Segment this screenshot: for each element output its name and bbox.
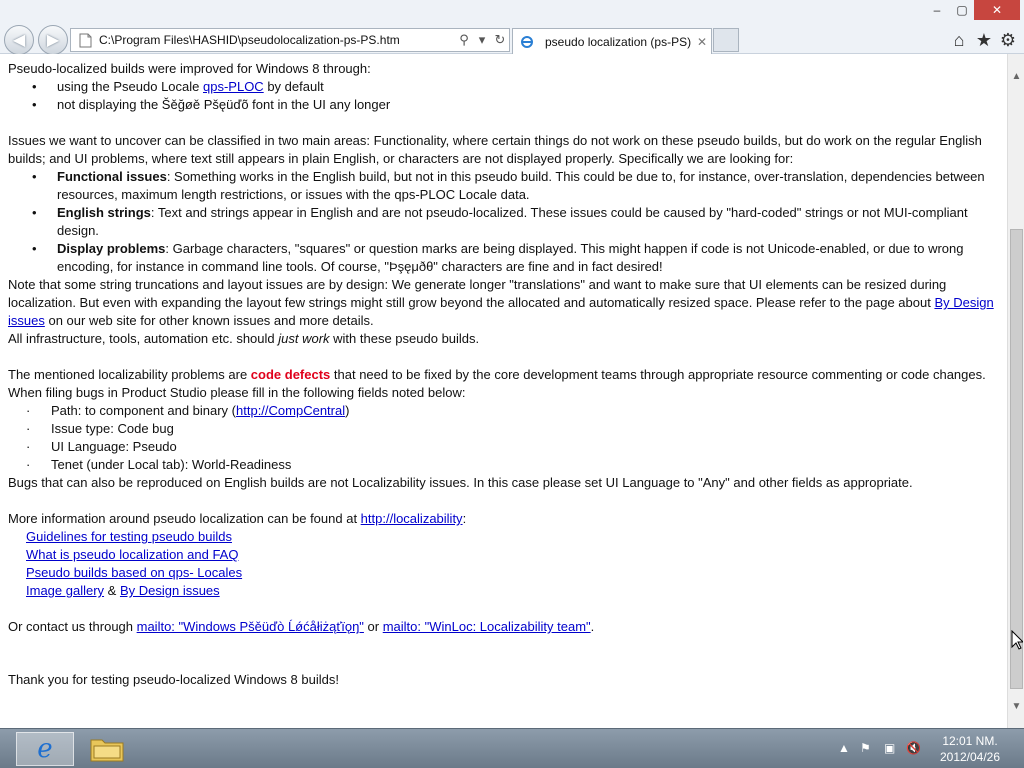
clock-date: 2012/04/26 (939, 750, 1001, 764)
list-item: · Path: to component and binary (http://CompCentral) (26, 403, 350, 418)
home-icon[interactable]: ⌂ (953, 29, 965, 50)
page-content (0, 54, 1007, 728)
address-bar[interactable] (70, 28, 510, 52)
document-body: Pseudo-localized builds were improved for Windows 8 through: • using the Pseudo Locale qps-PLOC by default • not displaying the Šěğøě Pšęüďõ font in the UI any longer Issues we want to uncover can be classified in two main areas: Functionality, where certain things do not work on these pseudo builds, but do work on the regular English builds; and UI problems, where text still appears in plain English, or characters are not displayed properly. Specifically we are looking for: • Functional issues: Something works in the English build, but not in this pseudo build. This could be due to, for instance, over-translation, dependencies between resources, maximum length restrictions, or issues with the qps-PLOC Locale data. • English strings: Text and strings appear in English and are not pseudo-localized. These issues could be caused by "hard-coded" strings or not MUI-compliant design. • Display problems: Garbage characters, "squares" or question marks are being displayed. This might happen if code is not Unicode-enabled, or due to wrong encoding, for instance in command line tools. Of course, "Þşęμðθ" characters are fine and in fact desired! Note that some string truncations and layout issues are by design: We generate longer "translations" and want to make sure that UI elements can be resized during localization. But even with expanding the layout few strings might still grow beyond the allocated and automatically resized space. Please refer to the page about By Design issues on our web site for other known issues and more details. All infrastructure, tools, automation etc. should just work with these pseudo builds. The mentioned localizability problems are code defects that need to be fixed by the core development teams through appropriate resource commenting or code changes. When filing bugs in Product Studio please fill in the following fields noted below: · Path: to component and binary (http://CompCentral) · Issue type: Code bug · UI Language: Pseudo · Tenet (under Local tab): World-Readiness Bugs that can also be reproduced on English builds are not Localizability issues. In this case please set UI Language to "Any" and other fields as appropriate. More information around pseudo localization can be found at http://localizability: Guidelines for testing pseudo builds What is pseudo localization and FAQ Pseudo builds based on qps- Locales Image gallery & By Design issues Or contact us through mailto: "Windows Pšěüďò Ĺǿćåłiżąťïǫŋ" or mailto: "WinLoc: Localizability team". Thank you for testing pseudo-localized Windows 8 builds! (8, 54, 1000, 689)
gear-icon[interactable]: ⚙ (999, 29, 1017, 50)
dropdown-icon[interactable]: ▾ (478, 32, 486, 47)
list-item: · Tenet (under Local tab): World-Readiness (26, 457, 292, 472)
intro-line: Pseudo-localized builds were improved for Windows 8 through: (8, 61, 371, 76)
localizability-link[interactable]: http://localizability (360, 511, 463, 526)
url-text[interactable]: C:\Program Files\HASHID\pseudolocalization-ps-PS.htm (99, 33, 400, 47)
by-design-link[interactable]: By Design issues (8, 295, 994, 328)
show-hidden-icons[interactable]: ▲ (838, 741, 850, 755)
tab-title: pseudo localization (ps-PS) (545, 34, 692, 49)
minimize-button[interactable]: – (933, 3, 941, 17)
mailto-pseudo-link[interactable]: mailto: "Windows Pšěüďò Ĺǿćåłiżąťïǫŋ" (136, 619, 364, 634)
tab-pseudo-localization[interactable] (512, 28, 712, 54)
ie-tab-icon (519, 34, 535, 50)
refresh-icon[interactable]: ↻ (494, 32, 506, 47)
file-explorer-icon[interactable] (82, 732, 132, 766)
bugs-line: Bugs that can also be reproduced on English builds are not Localizability issues. In this case please set UI Language to "Any" and other fields as appropriate. (8, 475, 913, 490)
more-info-line: More information around pseudo localization can be found at http://localizability: (8, 511, 467, 526)
issues-intro: Issues we want to uncover can be classified in two main areas: Functionality, where certain things do not work on these pseudo builds, but do work on the regular English builds; and UI problems, where text still appears in plain English, or characters are not displayed properly. Specifically we are looking for: (8, 133, 982, 166)
clock-time: 12:01 NM. (942, 734, 998, 748)
forward-arrow-icon: ▶ (46, 32, 60, 49)
list-item: • not displaying the Šěğøě Pšęüďõ font in the UI any longer (32, 97, 391, 112)
favorites-star-icon[interactable]: ★ (975, 29, 993, 50)
back-button[interactable] (4, 25, 34, 55)
new-tab-button[interactable] (713, 28, 739, 52)
taskbar (0, 728, 1024, 768)
note-paragraph: Note that some string truncations and layout issues are by design: We generate longer "translations" and want to make sure that UI elements can be resized during localization. But even with expanding the layout few strings might still grow beyond the allocated and automatically resized space. Please refer to the page about By Design issues on our web site for other known issues and more details. (8, 277, 994, 328)
list-item: · UI Language: Pseudo (26, 439, 177, 454)
network-icon[interactable]: ▣ (884, 741, 896, 755)
system-clock[interactable] (930, 733, 1010, 765)
thanks-line: Thank you for testing pseudo-localized Windows 8 builds! (8, 672, 339, 687)
qps-ploc-link[interactable]: qps-PLOC (203, 79, 264, 94)
guidelines-link[interactable]: Guidelines for testing pseudo builds (26, 529, 232, 544)
vertical-scrollbar[interactable] (1007, 54, 1024, 728)
image-gallery-link[interactable]: Image gallery (26, 583, 105, 598)
list-item: • Functional issues: Something works in the English build, but not in this pseudo build. This could be due to, for instance, over-translation, dependencies between resources, maximum length restrictions, or issues with the qps-PLOC Locale data. (32, 169, 985, 202)
tab-close-icon[interactable]: ✕ (696, 34, 708, 49)
action-center-flag-icon[interactable]: ⚑ (860, 741, 871, 755)
infra-line: All infrastructure, tools, automation etc. should just work with these pseudo builds. (8, 331, 480, 346)
defects-paragraph: The mentioned localizability problems are code defects that need to be fixed by the core development teams through appropriate resource commenting or code changes. When filing bugs in Product Studio please fill in the following fields noted below: (8, 367, 986, 400)
scroll-thumb[interactable] (1010, 229, 1023, 689)
internet-explorer-icon[interactable]: e (16, 732, 74, 766)
qps-builds-link[interactable]: Pseudo builds based on qps- Locales (26, 565, 243, 580)
list-item: · Issue type: Code bug (26, 421, 174, 436)
mouse-cursor-icon (1011, 630, 1023, 650)
close-button[interactable]: ✕ (974, 0, 1020, 20)
by-design-issues-link[interactable]: By Design issues (119, 583, 220, 598)
search-icon[interactable]: ⚲ (459, 32, 469, 47)
list-item: • Display problems: Garbage characters, "squares" or question marks are being displayed. This might happen if code is not Unicode-enabled, or due to wrong encoding, for instance in command line tools. Of course, "Þşęμðθ" characters are fine and in fact desired! (32, 241, 964, 274)
volume-muted-icon[interactable]: 🔇 (906, 741, 921, 755)
page-icon (77, 32, 93, 48)
contact-line: Or contact us through mailto: "Windows Pšěüďò Ĺǿćåłiżąťïǫŋ" or mailto: "WinLoc: Localizability team". (8, 619, 595, 634)
list-item: • English strings: Text and strings appear in English and are not pseudo-localized. These issues could be caused by "hard-coded" strings or not MUI-compliant design. (32, 205, 968, 238)
browser-chrome (0, 0, 1024, 54)
scroll-up-icon[interactable]: ▲ (1011, 71, 1022, 82)
mailto-winloc-link[interactable]: mailto: "WinLoc: Localizability team" (382, 619, 591, 634)
maximize-button[interactable]: ▢ (956, 3, 968, 17)
compcentral-link[interactable]: http://CompCentral (236, 403, 346, 418)
back-arrow-icon: ◀ (12, 32, 26, 49)
scroll-down-icon[interactable]: ▼ (1011, 701, 1022, 712)
forward-button[interactable] (38, 25, 68, 55)
list-item: • using the Pseudo Locale qps-PLOC by default (32, 79, 324, 94)
faq-link[interactable]: What is pseudo localization and FAQ (26, 547, 239, 562)
